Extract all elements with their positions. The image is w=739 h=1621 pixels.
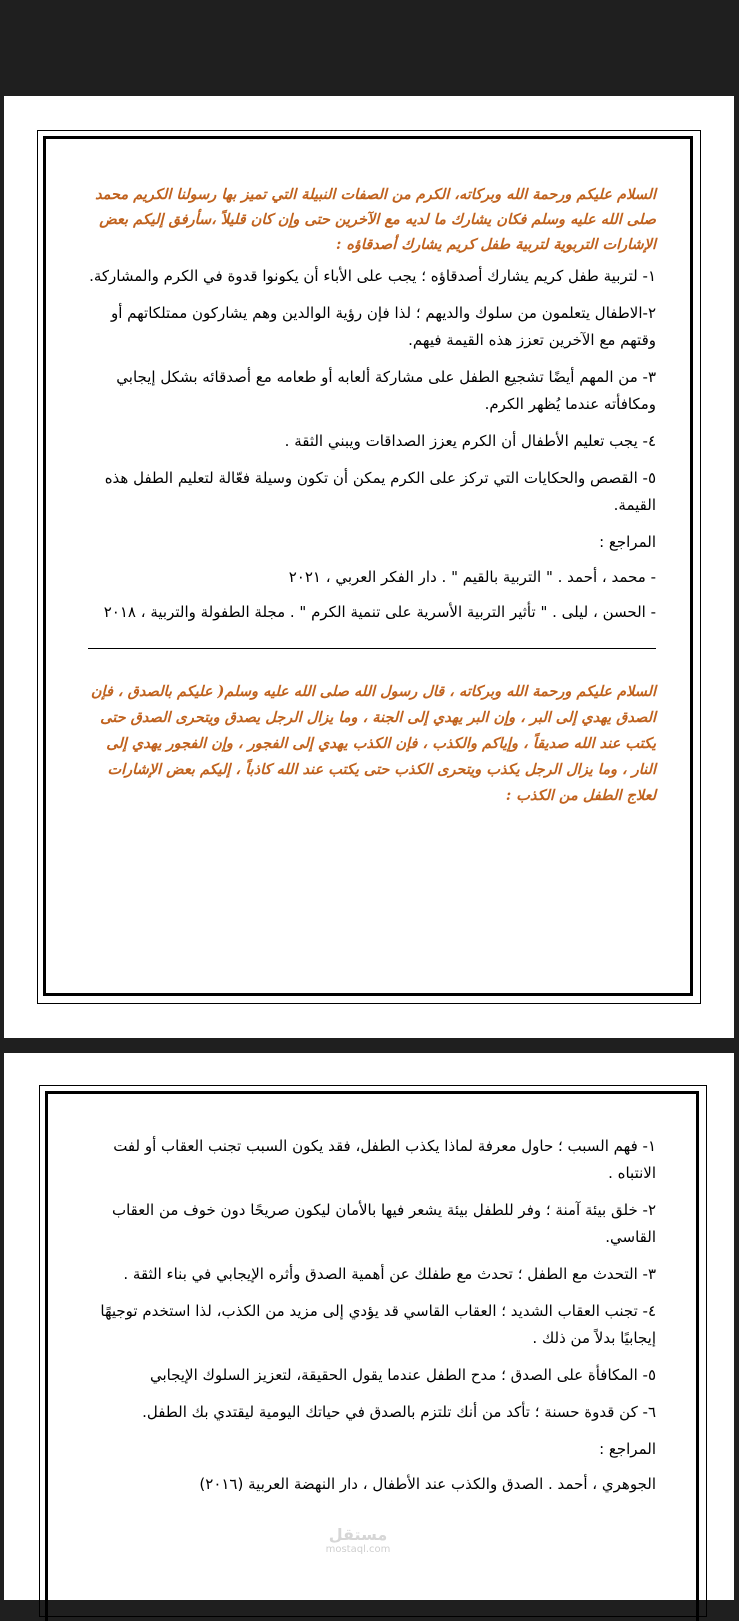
top-bar <box>0 0 739 96</box>
document-page-1 <box>4 96 734 1038</box>
list-item: ٤- تجنب العقاب الشديد ؛ العقاب القاسي قد يؤدي إلى مزيد من الكذب، لذا استخدم توجيهًا إيجابيًا بدلاً من ذلك . <box>100 1302 656 1347</box>
list-item: ٢- خلق بيئة آمنة ؛ وفر للطفل بيئة يشعر فيها بالأمان ليكون صريحًا دون خوف من العقاب القاسي. <box>111 1201 656 1246</box>
intro-paragraph: السلام عليكم ورحمة الله وبركاته، الكرم من الصفات النبيلة التي تميز بها رسولنا الكريم محمد صلى الله عليه وسلم فكان يشارك ما لديه مع الآخرين حتى وإن كان قليلاً ،سأرفق إليكم بعض الإشارات التربوية لتربية طفل كريم يشارك أصدقاؤه : <box>95 186 656 253</box>
intro-paragraph-2: السلام عليكم ورحمة الله وبركاته ، قال رسول الله صلى الله عليه وسلم( عليكم بالصدق ، فإن الصدق يهدي إلى البر ، وإن البر يهدي إلى الجنة ، وما يزال الرجل يصدق ويتحرى الصدق حتى يكتب عند الله صديقاً ، وإياكم والكذب ، فإن الكذب يهدي إلى الفجور ، وإن الفجور يهدي إلى النار ، وما يزال الرجل يكذب ويتحرى الكذب حتى يكتب عند الله كاذباً ، إليكم بعض الإشارات لعلاج الطفل من الكذب : <box>90 683 656 804</box>
list-item: ٥- المكافأة على الصدق ؛ مدح الطفل عندما يقول الحقيقة، لتعزيز السلوك الإيجابي <box>149 1366 656 1384</box>
watermark-logo: مستقل <box>328 1525 388 1544</box>
list-item: ٣- التحدث مع الطفل ؛ تحدث مع طفلك عن أهمية الصدق وأثره الإيجابي في بناء الثقة . <box>123 1265 656 1283</box>
page-content <box>88 1133 656 1506</box>
page-content <box>88 182 656 815</box>
list-item: ٥- القصص والحكايات التي تركز على الكرم يمكن أن تكون وسيلة فعّالة لتعليم الطفل هذه القيمة. <box>104 469 656 514</box>
watermark-site: mostaql.com <box>325 1544 391 1555</box>
list-item: ٢-الاطفال يتعلمون من سلوك والديهم ؛ لذا فإن رؤية الوالدين وهم يشاركون ممتلكاتهم أو وقتهم مع الآخرين تعزز هذه القيمة فيهم. <box>110 304 656 349</box>
list-item: ٣- من المهم أيضًا تشجيع الطفل على مشاركة ألعابه أو طعامه مع أصدقائه بشكل إيجابي ومكافأته عندما يُظهر الكرم. <box>116 368 656 413</box>
list-item: ٦- كن قدوة حسنة ؛ تأكد من أنك تلتزم بالصدق في حياتك اليومية ليقتدي بك الطفل. <box>142 1403 656 1421</box>
list-item: ١- لتربية طفل كريم يشارك أصدقاؤه ؛ يجب على الأباء أن يكونوا قدوة في الكرم والمشاركة. <box>89 267 656 285</box>
references-heading: المراجع : <box>599 533 656 551</box>
reference-item: الجوهري ، أحمد . الصدق والكذب عند الأطفال ، دار النهضة العربية (٢٠١٦) <box>199 1475 656 1493</box>
document-page-2 <box>4 1053 734 1600</box>
list-item: ١- فهم السبب ؛ حاول معرفة لماذا يكذب الطفل، فقد يكون السبب تجنب العقاب أو لفت الانتباه . <box>113 1137 656 1182</box>
list-item: ٤- يجب تعليم الأطفال أن الكرم يعزز الصداقات ويبني الثقة . <box>284 432 656 450</box>
watermark <box>316 1526 400 1556</box>
references-heading: المراجع : <box>599 1440 656 1458</box>
reference-item: - محمد ، أحمد . " التربية بالقيم " . دار الفكر العربي ، ٢٠٢١ <box>288 568 656 586</box>
reference-item: - الحسن ، ليلى . " تأثير التربية الأسرية على تنمية الكرم " . مجلة الطفولة والتربية ، ٢٠١٨ <box>103 603 656 621</box>
section-divider <box>88 648 656 649</box>
